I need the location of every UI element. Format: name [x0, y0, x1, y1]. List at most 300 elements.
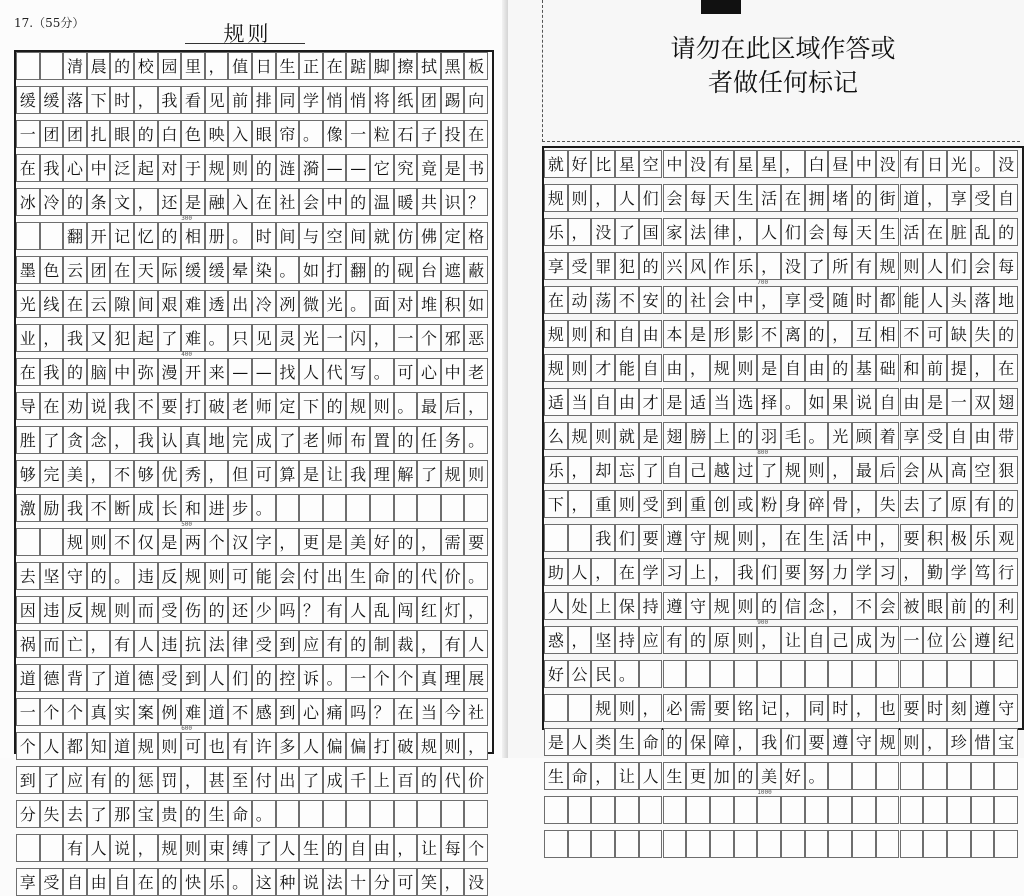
grid-cell: [276, 800, 300, 828]
notice-line-1: 请勿在此区域作答或: [670, 34, 896, 63]
grid-cell: 和: [591, 320, 615, 348]
grid-cell: [464, 800, 488, 828]
grid-cell: 同: [805, 694, 829, 722]
grid-cell: [994, 830, 1018, 858]
grid-cell: 由: [639, 320, 663, 348]
grid-cell: [544, 830, 568, 858]
grid-cell: 动: [568, 286, 592, 314]
grid-cell: 到: [181, 664, 205, 692]
grid-cell: 付: [299, 562, 323, 590]
grid-cell: 人: [299, 732, 323, 760]
grid-cell: 需: [441, 528, 465, 556]
grid-cell: [441, 800, 465, 828]
grid-cell: 要: [781, 558, 805, 586]
grid-cell: [923, 762, 947, 790]
grid-cell: 价: [441, 562, 465, 590]
grid-cell: 裁: [394, 630, 418, 658]
grid-cell: 规: [568, 422, 592, 450]
grid-cell: 反: [158, 562, 182, 590]
grid-cell: 遵: [663, 524, 687, 552]
grid-cell: 中: [87, 154, 111, 182]
grid-cell: 道: [16, 664, 40, 692]
grid-cell: [971, 796, 995, 824]
grid-cell: 没: [686, 150, 710, 178]
grid-cell: 种: [276, 868, 300, 896]
grid-cell: 互: [852, 320, 876, 348]
grid-cell: 文: [110, 188, 134, 216]
grid-cell: ，: [276, 528, 300, 556]
grid-cell: [417, 800, 441, 828]
word-count-marker: 700: [757, 279, 769, 286]
grid-cell: 前: [947, 592, 971, 620]
grid-cell: 长: [158, 494, 182, 522]
grid-cell: 是: [323, 528, 347, 556]
grid-cell: 光: [16, 290, 40, 318]
grid-cell: [299, 800, 323, 828]
grid-cell: [394, 494, 418, 522]
grid-row: [544, 286, 1018, 314]
grid-cell: 是: [639, 422, 663, 450]
grid-cell: 也: [876, 694, 900, 722]
grid-cell: 美: [757, 762, 781, 790]
grid-cell: 的: [158, 222, 182, 250]
grid-cell: ，: [591, 184, 615, 212]
grid-cell: 美: [63, 460, 87, 488]
grid-cell: 不: [110, 528, 134, 556]
grid-cell: 行: [994, 558, 1018, 586]
grid-cell: 帘: [276, 120, 300, 148]
grid-cell: 守: [686, 592, 710, 620]
grid-cell: 生: [299, 834, 323, 862]
grid-cell: 邪: [441, 324, 465, 352]
grid-cell: 进: [205, 494, 229, 522]
grid-cell: 日: [923, 150, 947, 178]
grid-cell: 去: [63, 800, 87, 828]
grid-cell: 则: [568, 320, 592, 348]
grid-cell: 让: [323, 460, 347, 488]
grid-cell: [568, 524, 592, 552]
grid-cell: ？: [299, 596, 323, 624]
grid-cell: 恶: [464, 324, 488, 352]
grid-cell: ，: [900, 558, 924, 586]
grid-cell: 念: [805, 592, 829, 620]
grid-cell: 街: [876, 184, 900, 212]
grid-cell: 吗: [346, 698, 370, 726]
grid-cell: 有: [663, 626, 687, 654]
grid-cell: 佛: [417, 222, 441, 250]
grid-cell: 在: [16, 358, 40, 386]
grid-cell: 的: [852, 184, 876, 212]
grid-cell: ，: [110, 426, 134, 454]
grid-cell: 星: [615, 150, 639, 178]
grid-cell: 则: [734, 592, 758, 620]
grid-cell: 在: [781, 524, 805, 552]
grid-cell: 翻: [63, 222, 87, 250]
grid-cell: ，: [923, 184, 947, 212]
grid-cell: 下: [87, 86, 111, 114]
grid-cell: 起: [134, 324, 158, 352]
grid-cell: 自: [947, 422, 971, 450]
grid-cell: 缓: [205, 256, 229, 284]
grid-cell: 类: [591, 728, 615, 756]
grid-cell: 时: [110, 86, 134, 114]
grid-row: [544, 796, 1018, 824]
grid-cell: 如: [464, 290, 488, 318]
grid-cell: 受: [158, 664, 182, 692]
grid-cell: 业: [16, 324, 40, 352]
grid-cell: 下: [544, 490, 568, 518]
grid-cell: 千: [346, 766, 370, 794]
grid-cell: 有: [900, 150, 924, 178]
grid-cell: 在: [134, 868, 158, 896]
grid-cell: 守: [686, 524, 710, 552]
grid-cell: 贵: [158, 800, 182, 828]
grid-cell: 碎: [805, 490, 829, 518]
grid-cell: 才: [639, 388, 663, 416]
grid-cell: 更: [686, 762, 710, 790]
grid-cell: 乱: [971, 218, 995, 246]
grid-cell: 双: [971, 388, 995, 416]
grid-cell: 起: [134, 154, 158, 182]
grid-cell: 生: [346, 562, 370, 590]
grid-cell: 竟: [417, 154, 441, 182]
grid-cell: [828, 796, 852, 824]
grid-cell: 受: [971, 184, 995, 212]
grid-cell: 会: [876, 592, 900, 620]
grid-cell: 了: [87, 664, 111, 692]
grid-cell: 助: [544, 558, 568, 586]
grid-cell: 规: [710, 354, 734, 382]
grid-row: [16, 596, 488, 624]
grid-cell: 粉: [757, 490, 781, 518]
grid-cell: 受: [568, 252, 592, 280]
grid-cell: 没: [994, 150, 1018, 178]
grid-cell: 间: [346, 222, 370, 250]
grid-cell: 例: [158, 698, 182, 726]
grid-cell: 德: [40, 664, 64, 692]
grid-cell: 力: [828, 558, 852, 586]
left-answer-page: [0, 0, 508, 892]
grid-cell: 在: [464, 120, 488, 148]
grid-cell: 乐: [544, 456, 568, 484]
grid-cell: 缓: [181, 256, 205, 284]
grid-cell: ，: [205, 52, 229, 80]
grid-cell: 日: [252, 52, 276, 80]
grid-cell: 十: [346, 868, 370, 896]
grid-cell: 一: [16, 698, 40, 726]
grid-cell: ，: [757, 286, 781, 314]
grid-cell: 见: [205, 86, 229, 114]
grid-cell: [568, 830, 592, 858]
grid-cell: 会: [663, 184, 687, 212]
grid-cell: 会: [276, 562, 300, 590]
grid-cell: 冽: [276, 290, 300, 318]
grid-cell: 个: [63, 698, 87, 726]
grid-cell: 积: [923, 524, 947, 552]
grid-cell: 缺: [947, 320, 971, 348]
grid-cell: 则: [110, 596, 134, 624]
grid-cell: 的: [971, 592, 995, 620]
no-answer-zone: [542, 0, 1020, 142]
grid-cell: 在: [110, 256, 134, 284]
grid-cell: 坚: [40, 562, 64, 590]
grid-cell: 光: [323, 290, 347, 318]
grid-cell: 人: [346, 596, 370, 624]
grid-cell: 见: [252, 324, 276, 352]
grid-cell: 一: [323, 324, 347, 352]
grid-cell: 人: [205, 664, 229, 692]
grid-cell: 涟: [276, 154, 300, 182]
grid-cell: 中: [323, 188, 347, 216]
grid-cell: 踮: [346, 52, 370, 80]
grid-cell: —: [323, 154, 347, 182]
grid-cell: 泛: [110, 154, 134, 182]
grid-cell: 应: [299, 630, 323, 658]
grid-cell: [852, 660, 876, 688]
grid-cell: 的: [639, 252, 663, 280]
grid-cell: [639, 796, 663, 824]
grid-cell: 毛: [781, 422, 805, 450]
grid-cell: 的: [346, 188, 370, 216]
grid-cell: 够: [16, 460, 40, 488]
grid-cell: 是: [158, 528, 182, 556]
grid-row: [16, 222, 488, 250]
grid-cell: ，: [828, 320, 852, 348]
grid-cell: 信: [781, 592, 805, 620]
grid-cell: [394, 800, 418, 828]
grid-cell: 老: [228, 392, 252, 420]
grid-cell: 认: [158, 426, 182, 454]
grid-cell: 有: [323, 596, 347, 624]
grid-cell: 生: [663, 762, 687, 790]
grid-cell: 不: [228, 698, 252, 726]
grid-cell: 会: [971, 252, 995, 280]
grid-cell: [971, 660, 995, 688]
grid-cell: 生: [615, 728, 639, 756]
grid-cell: 最: [852, 456, 876, 484]
grid-cell: 翅: [663, 422, 687, 450]
grid-cell: 规: [876, 728, 900, 756]
grid-cell: 自: [805, 626, 829, 654]
grid-cell: 伤: [181, 596, 205, 624]
grid-cell: 没: [464, 868, 488, 896]
grid-cell: 由: [971, 422, 995, 450]
grid-cell: 入: [228, 188, 252, 216]
grid-cell: 人: [544, 592, 568, 620]
grid-cell: 在: [615, 558, 639, 586]
grid-row: [544, 218, 1018, 246]
grid-cell: 仿: [394, 222, 418, 250]
grid-cell: 己: [828, 626, 852, 654]
grid-cell: 晕: [228, 256, 252, 284]
grid-cell: 还: [228, 596, 252, 624]
grid-cell: [276, 494, 300, 522]
grid-cell: 守: [63, 562, 87, 590]
grid-cell: 黑: [441, 52, 465, 80]
grid-cell: 到: [276, 630, 300, 658]
grid-cell: 我: [346, 460, 370, 488]
grid-cell: 今: [441, 698, 465, 726]
grid-cell: 在: [63, 290, 87, 318]
grid-cell: 我: [110, 392, 134, 420]
grid-cell: 堆: [417, 290, 441, 318]
grid-cell: 成: [252, 426, 276, 454]
grid-cell: 堵: [828, 184, 852, 212]
grid-cell: 自: [639, 354, 663, 382]
grid-cell: 在: [781, 184, 805, 212]
grid-cell: ？: [464, 188, 488, 216]
grid-cell: 缓: [40, 86, 64, 114]
grid-cell: 反: [63, 596, 87, 624]
grid-cell: [639, 830, 663, 858]
grid-cell: 重: [686, 490, 710, 518]
grid-cell: 我: [134, 426, 158, 454]
grid-cell: 持: [615, 626, 639, 654]
grid-cell: 融: [205, 188, 229, 216]
grid-cell: 暖: [394, 188, 418, 216]
grid-cell: 拥: [805, 184, 829, 212]
grid-cell: ，: [591, 558, 615, 586]
grid-cell: 守: [994, 694, 1018, 722]
grid-cell: [323, 800, 347, 828]
grid-cell: 完: [40, 460, 64, 488]
grid-cell: ，: [568, 490, 592, 518]
grid-cell: 弥: [134, 358, 158, 386]
grid-cell: 让: [781, 626, 805, 654]
grid-cell: 。: [205, 324, 229, 352]
grid-cell: [16, 222, 40, 250]
grid-cell: 位: [923, 626, 947, 654]
title-underline: [185, 43, 305, 44]
grid-cell: 少: [252, 596, 276, 624]
grid-cell: 拭: [417, 52, 441, 80]
grid-cell: 记: [110, 222, 134, 250]
grid-cell: 有: [852, 252, 876, 280]
grid-cell: 活: [900, 218, 924, 246]
grid-cell: 命: [370, 562, 394, 590]
grid-cell: 了: [40, 766, 64, 794]
grid-cell: 入: [228, 120, 252, 148]
grid-cell: 惜: [971, 728, 995, 756]
grid-cell: ，: [417, 528, 441, 556]
grid-cell: 是: [923, 388, 947, 416]
grid-cell: 师: [252, 392, 276, 420]
grid-cell: 则: [87, 528, 111, 556]
grid-cell: 这: [252, 868, 276, 896]
grid-cell: 没: [781, 252, 805, 280]
grid-cell: 清: [63, 52, 87, 80]
grid-cell: 的: [252, 664, 276, 692]
grid-cell: 受: [158, 596, 182, 624]
grid-cell: 的: [134, 120, 158, 148]
grid-cell: [900, 660, 924, 688]
grid-cell: 或: [734, 490, 758, 518]
grid-cell: 的: [828, 354, 852, 382]
grid-cell: ，: [757, 524, 781, 552]
grid-cell: 习: [663, 558, 687, 586]
grid-cell: 。: [805, 762, 829, 790]
grid-cell: 要: [805, 728, 829, 756]
grid-cell: 纸: [394, 86, 418, 114]
grid-cell: 道: [110, 732, 134, 760]
grid-cell: [852, 796, 876, 824]
grid-cell: 冷: [40, 188, 64, 216]
grid-cell: 到: [663, 490, 687, 518]
grid-cell: 励: [40, 494, 64, 522]
grid-cell: ，: [568, 626, 592, 654]
grid-cell: 障: [710, 728, 734, 756]
grid-cell: 是: [663, 388, 687, 416]
grid-row: [544, 422, 1018, 450]
grid-cell: 社: [276, 188, 300, 216]
grid-cell: 有: [87, 766, 111, 794]
grid-cell: 后: [441, 392, 465, 420]
grid-cell: 我: [40, 358, 64, 386]
grid-cell: 们: [228, 664, 252, 692]
grid-cell: 要: [639, 524, 663, 552]
grid-cell: [639, 660, 663, 688]
grid-cell: [876, 660, 900, 688]
grid-cell: 忆: [134, 222, 158, 250]
grid-cell: 激: [16, 494, 40, 522]
grid-cell: 中: [110, 358, 134, 386]
grid-cell: 坚: [591, 626, 615, 654]
grid-cell: 有: [63, 834, 87, 862]
grid-cell: 在: [40, 392, 64, 420]
grid-cell: 当: [568, 388, 592, 416]
grid-cell: 规: [544, 354, 568, 382]
grid-cell: 命: [568, 762, 592, 790]
grid-row: [16, 392, 488, 420]
grid-cell: 悄: [346, 86, 370, 114]
grid-cell: 规: [710, 592, 734, 620]
grid-cell: 昼: [828, 150, 852, 178]
grid-cell: 将: [370, 86, 394, 114]
grid-cell: 。: [346, 290, 370, 318]
grid-cell: 冷: [252, 290, 276, 318]
grid-cell: 法: [205, 630, 229, 658]
grid-cell: 悄: [323, 86, 347, 114]
grid-cell: [900, 830, 924, 858]
grid-cell: 人: [757, 218, 781, 246]
grid-cell: 社: [464, 698, 488, 726]
grid-cell: 不: [134, 392, 158, 420]
grid-cell: 控: [276, 664, 300, 692]
grid-cell: 上: [370, 766, 394, 794]
grid-cell: 则: [900, 252, 924, 280]
grid-cell: [757, 830, 781, 858]
grid-cell: 们: [947, 252, 971, 280]
grid-cell: 社: [686, 286, 710, 314]
grid-cell: 上: [686, 558, 710, 586]
grid-cell: 上: [591, 592, 615, 620]
grid-cell: 看: [181, 86, 205, 114]
grid-cell: 的: [994, 218, 1018, 246]
grid-cell: 的: [417, 766, 441, 794]
grid-cell: 而: [134, 596, 158, 624]
grid-cell: 了: [158, 324, 182, 352]
grid-cell: 命: [639, 728, 663, 756]
grid-cell: 的: [663, 286, 687, 314]
grid-cell: [346, 800, 370, 828]
grid-cell: 我: [63, 494, 87, 522]
grid-cell: 我: [591, 524, 615, 552]
grid-cell: 定: [276, 392, 300, 420]
grid-cell: 们: [757, 558, 781, 586]
grid-cell: 忘: [615, 456, 639, 484]
grid-cell: 闪: [346, 324, 370, 352]
grid-cell: 就: [370, 222, 394, 250]
